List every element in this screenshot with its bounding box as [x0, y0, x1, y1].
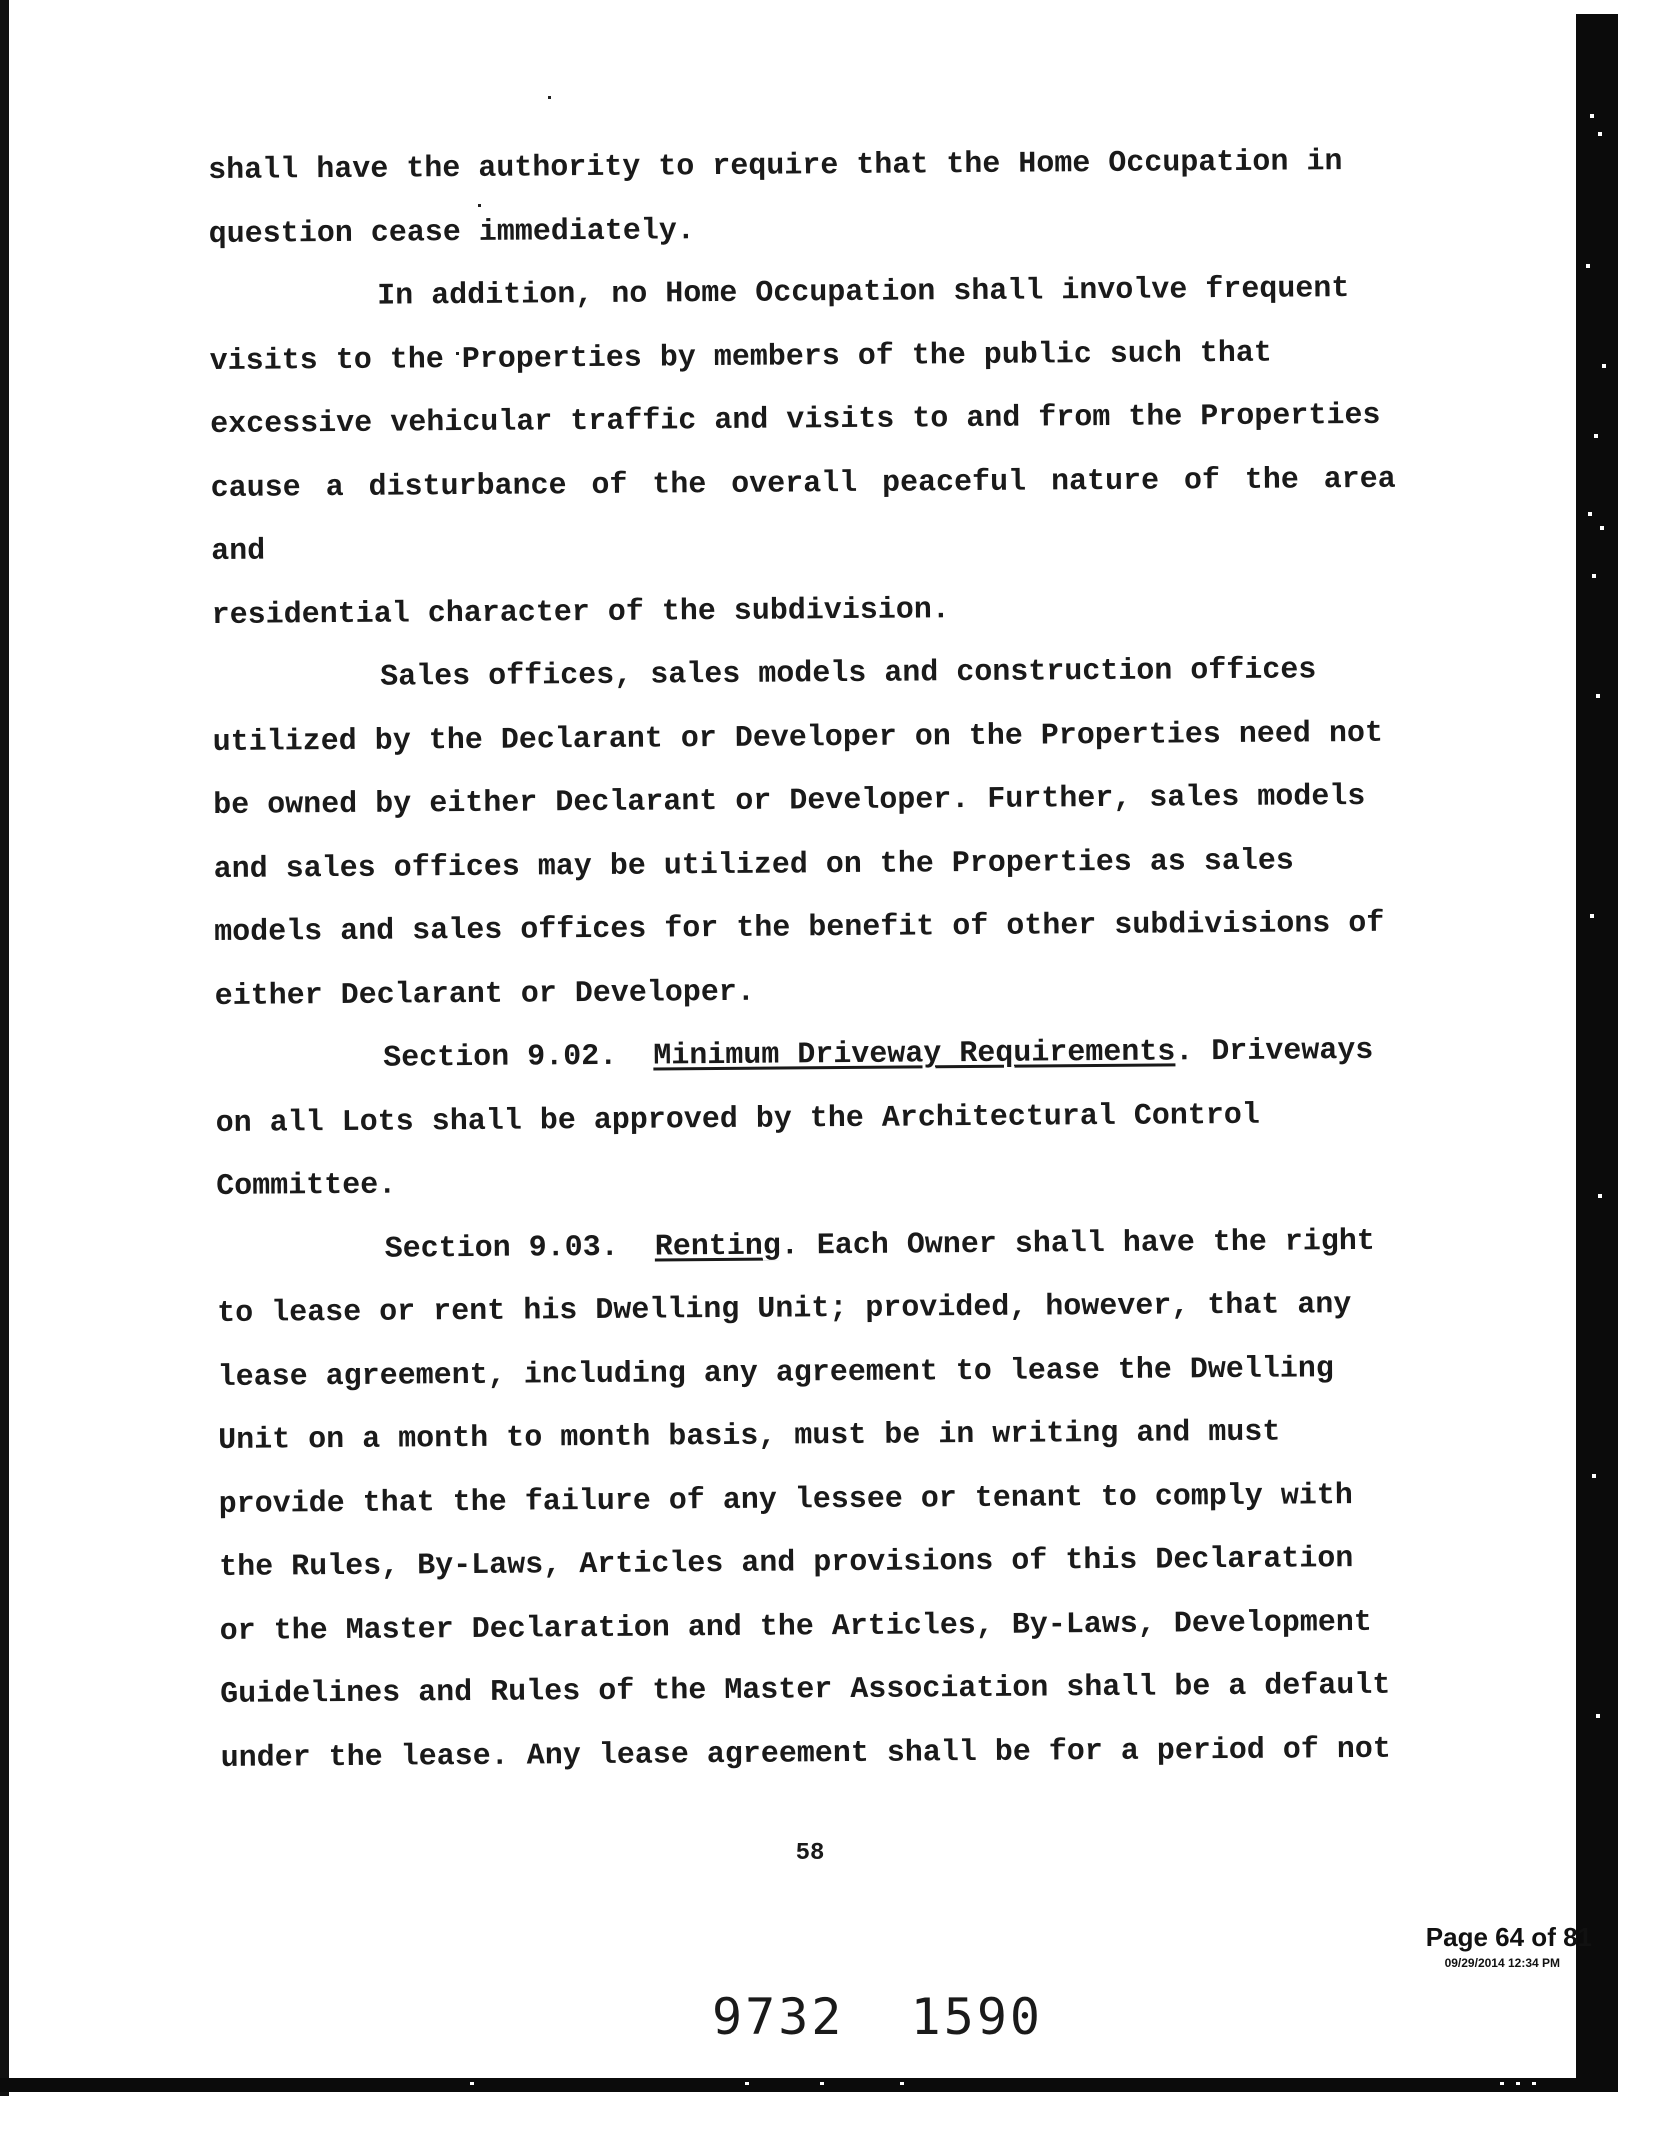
text-line: Unit on a month to month basis, must be in writing and must: [218, 1415, 1281, 1458]
text-line: Sales offices, sales models and construction offices: [380, 653, 1317, 695]
section-number: Section 9.03.: [384, 1230, 619, 1267]
text-line: on all Lots shall be approved by the Architectural Control: [215, 1098, 1260, 1141]
scan-bottom-edge: [0, 2078, 1618, 2092]
text-line: Guidelines and Rules of the Master Association shall be a default: [220, 1668, 1391, 1712]
text-line: Committee.: [216, 1168, 397, 1204]
book-page-reference: 9732 1590: [712, 1988, 1044, 2046]
text-line: or the Master Declaration and the Articles, By-Laws, Development: [219, 1605, 1372, 1649]
section-heading: Minimum Driveway Requirements: [653, 1035, 1176, 1074]
scan-left-edge: [0, 0, 9, 2096]
text-line: . Driveways: [1175, 1033, 1374, 1070]
text-line: cause a disturbance of the overall peaceful nature of the area and: [210, 462, 1396, 569]
text-line: be owned by either Declarant or Developer. Further, sales models: [213, 779, 1366, 823]
recording-datetime-stamp: 09/29/2014 12:34 PM: [1444, 1956, 1560, 1970]
paragraph-home-occupation-cease: [208, 131, 1394, 267]
section-9-03-renting: [216, 1210, 1405, 1791]
text-line: the Rules, By-Laws, Articles and provisions of this Declaration: [219, 1542, 1354, 1585]
text-line: visits to the Properties by members of the public such that: [209, 336, 1273, 379]
section-9-02-driveway: [215, 1020, 1401, 1220]
section-number: Section 9.02.: [383, 1039, 618, 1076]
text-line: and sales offices may be utilized on the Properties as sales: [213, 843, 1295, 887]
text-line: provide that the failure of any lessee or tenant to comply with: [218, 1478, 1354, 1522]
paragraph-sales-offices: [212, 639, 1400, 1029]
text-line: either Declarant or Developer.: [214, 975, 755, 1014]
text-line: utilized by the Declarant or Developer on the Properties need not: [212, 716, 1384, 760]
text-line: question cease immediately.: [208, 213, 695, 252]
text-line: shall have the authority to require that the Home Occupation in: [208, 145, 1343, 188]
text-line: models and sales offices for the benefit of other subdivisions of: [214, 906, 1385, 950]
paragraph-home-occupation-visits: [209, 258, 1397, 648]
text-line: to lease or rent his Dwelling Unit; provided, however, that any: [217, 1288, 1352, 1331]
text-line: excessive vehicular traffic and visits to and from the Properties: [210, 398, 1381, 442]
recording-page-stamp: Page 64 of 81: [1425, 1922, 1592, 1952]
scan-right-edge: [1576, 14, 1618, 2090]
section-heading: Renting: [654, 1229, 781, 1265]
text-line: under the lease. Any lease agreement shall be for a period of not: [220, 1732, 1392, 1776]
scan-speck: [548, 96, 551, 99]
text-line: In addition, no Home Occupation shall involve frequent: [377, 272, 1350, 314]
text-line: residential character of the subdivision.: [211, 592, 950, 633]
text-line: . Each Owner shall have the right: [780, 1224, 1376, 1264]
page-number: 58: [795, 1840, 825, 1867]
document-body: [208, 131, 1406, 1791]
text-line: lease agreement, including any agreement to lease the Dwelling: [217, 1351, 1335, 1395]
